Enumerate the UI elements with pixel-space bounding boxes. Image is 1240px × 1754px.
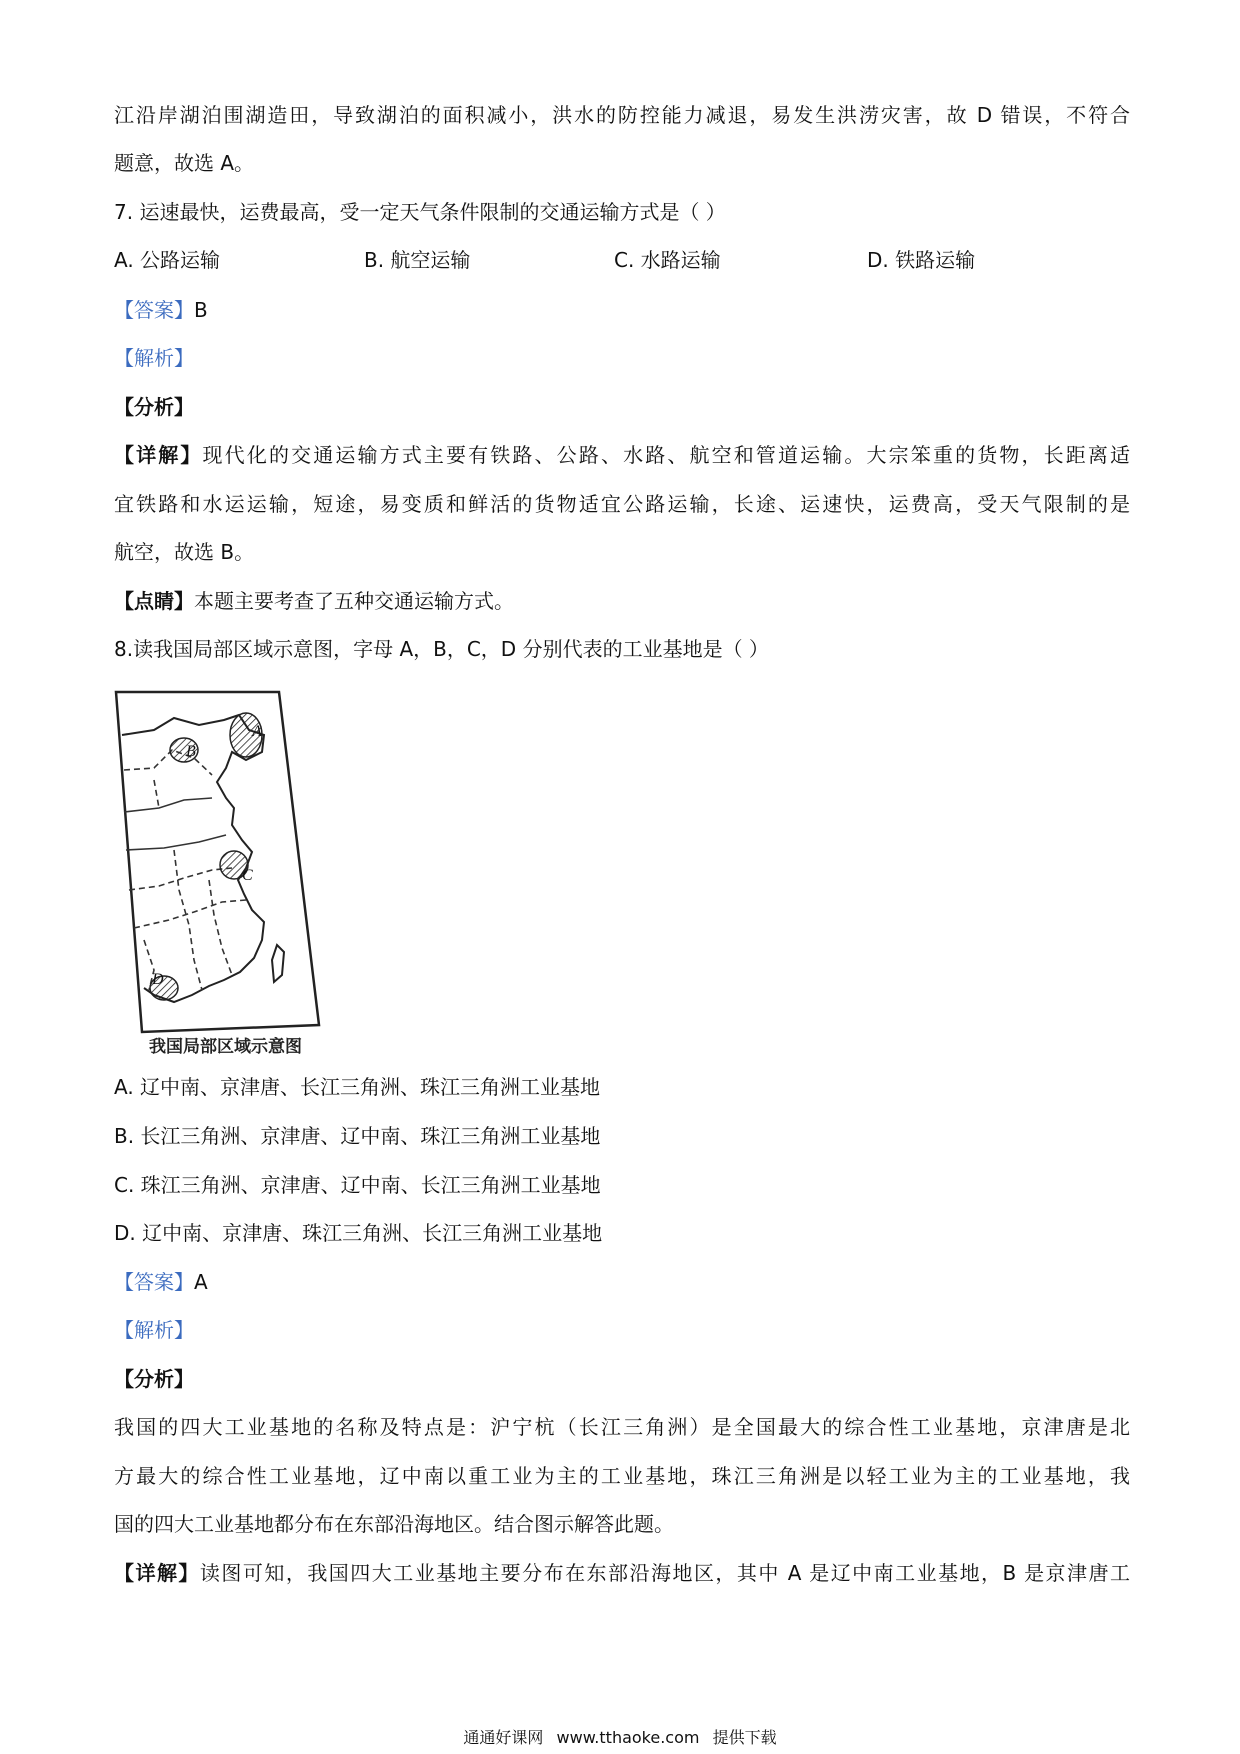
q7-option-d: D. 铁路运输 — [867, 248, 976, 272]
q7-option-b: B. 航空运输 — [364, 248, 471, 272]
page-footer — [0, 1725, 1240, 1748]
q8-fenxi-tag: 【分析】 — [114, 1367, 194, 1391]
q7-dianjing-text: 本题主要考查了五种交通运输方式。 — [194, 589, 514, 613]
q7-detail-line-2: 宜铁路和水运运输，短途，易变质和鲜活的货物适宜公路运输，长途、运速快，运费高，受天气限制的是 — [114, 492, 1130, 516]
map-island-taiwan — [272, 945, 284, 982]
q7-answer-value: B — [194, 298, 208, 322]
q8-fenxi-line-3: 国的四大工业基地都分布在东部沿海地区。结合图示解答此题。 — [114, 1512, 674, 1536]
q7-jiexi-tag: 【解析】 — [114, 346, 194, 370]
map-label-a: A — [252, 723, 262, 740]
map-border — [124, 798, 212, 812]
q7-fenxi-tag: 【分析】 — [114, 395, 194, 419]
map-border — [126, 835, 226, 850]
intro-line-2: 题意，故选 A。 — [114, 151, 255, 175]
q8-option-b: B. 长江三角洲、京津唐、辽中南、珠江三角洲工业基地 — [114, 1124, 601, 1148]
q7-stem: 7. 运速最快，运费最高，受一定天气条件限制的交通运输方式是（ ） — [114, 200, 726, 224]
footer-note: 提供下载 — [712, 1728, 777, 1747]
q7-detail-line-1 — [114, 440, 1130, 470]
q8-stem: 8.读我国局部区域示意图，字母 A，B，C，D 分别代表的工业基地是（ ） — [114, 637, 769, 661]
q8-fenxi-line-2: 方最大的综合性工业基地，辽中南以重工业为主的工业基地，珠江三角洲是以轻工业为主的工业基地，我 — [114, 1464, 1130, 1488]
map-label-c: C — [242, 867, 253, 884]
q8-answer-tag: 【答案】 — [114, 1270, 194, 1294]
region-map-figure — [114, 690, 334, 1060]
q7-answer — [114, 295, 208, 325]
q7-detail-tag: 【详解】 — [114, 443, 203, 467]
q7-detail-line-3: 航空，故选 B。 — [114, 540, 255, 564]
q8-option-a: A. 辽中南、京津唐、长江三角洲、珠江三角洲工业基地 — [114, 1075, 601, 1099]
footer-url[interactable]: www.tthaoke.com — [556, 1728, 700, 1747]
map-label-b: B — [186, 743, 196, 760]
map-border — [124, 750, 212, 775]
q8-answer — [114, 1267, 208, 1297]
map-border — [154, 780, 159, 808]
map-border — [209, 880, 232, 975]
map-border — [129, 868, 232, 890]
q8-detail-tag: 【详解】 — [114, 1561, 200, 1585]
q8-option-c: C. 珠江三角洲、京津唐、辽中南、长江三角洲工业基地 — [114, 1173, 601, 1197]
q8-option-d: D. 辽中南、京津唐、珠江三角洲、长江三角洲工业基地 — [114, 1221, 603, 1245]
q8-fenxi-line-1: 我国的四大工业基地的名称及特点是：沪宁杭（长江三角洲）是全国最大的综合性工业基地，京津唐是北 — [114, 1415, 1130, 1439]
intro-line-1: 江沿岸湖泊围湖造田，导致湖泊的面积减小，洪水的防控能力减退，易发生洪涝灾害，故 D 错误，不符合 — [114, 103, 1130, 127]
map-caption: 我国局部区域示意图 — [149, 1037, 302, 1057]
map-border — [134, 900, 246, 928]
footer-site: 通通好课网 — [463, 1728, 544, 1747]
map-frame — [116, 692, 319, 1032]
q7-option-c: C. 水路运输 — [614, 248, 721, 272]
q7-dianjing-tag: 【点睛】 — [114, 589, 194, 613]
q8-jiexi-tag: 【解析】 — [114, 1318, 194, 1342]
q8-detail-text-1: 读图可知，我国四大工业基地主要分布在东部沿海地区，其中 A 是辽中南工业基地，B 是京津唐工 — [199, 1561, 1130, 1585]
q7-option-a: A. 公路运输 — [114, 248, 221, 272]
map-border — [174, 850, 202, 990]
q8-detail-line-1 — [114, 1558, 1130, 1588]
q7-detail-text-1: 现代化的交通运输方式主要有铁路、公路、水路、航空和管道运输。大宗笨重的货物，长距离适 — [202, 443, 1131, 467]
map-label-d: D — [152, 971, 164, 988]
q7-dianjing — [114, 586, 514, 616]
q7-answer-tag: 【答案】 — [114, 298, 194, 322]
q8-answer-value: A — [194, 1270, 208, 1294]
